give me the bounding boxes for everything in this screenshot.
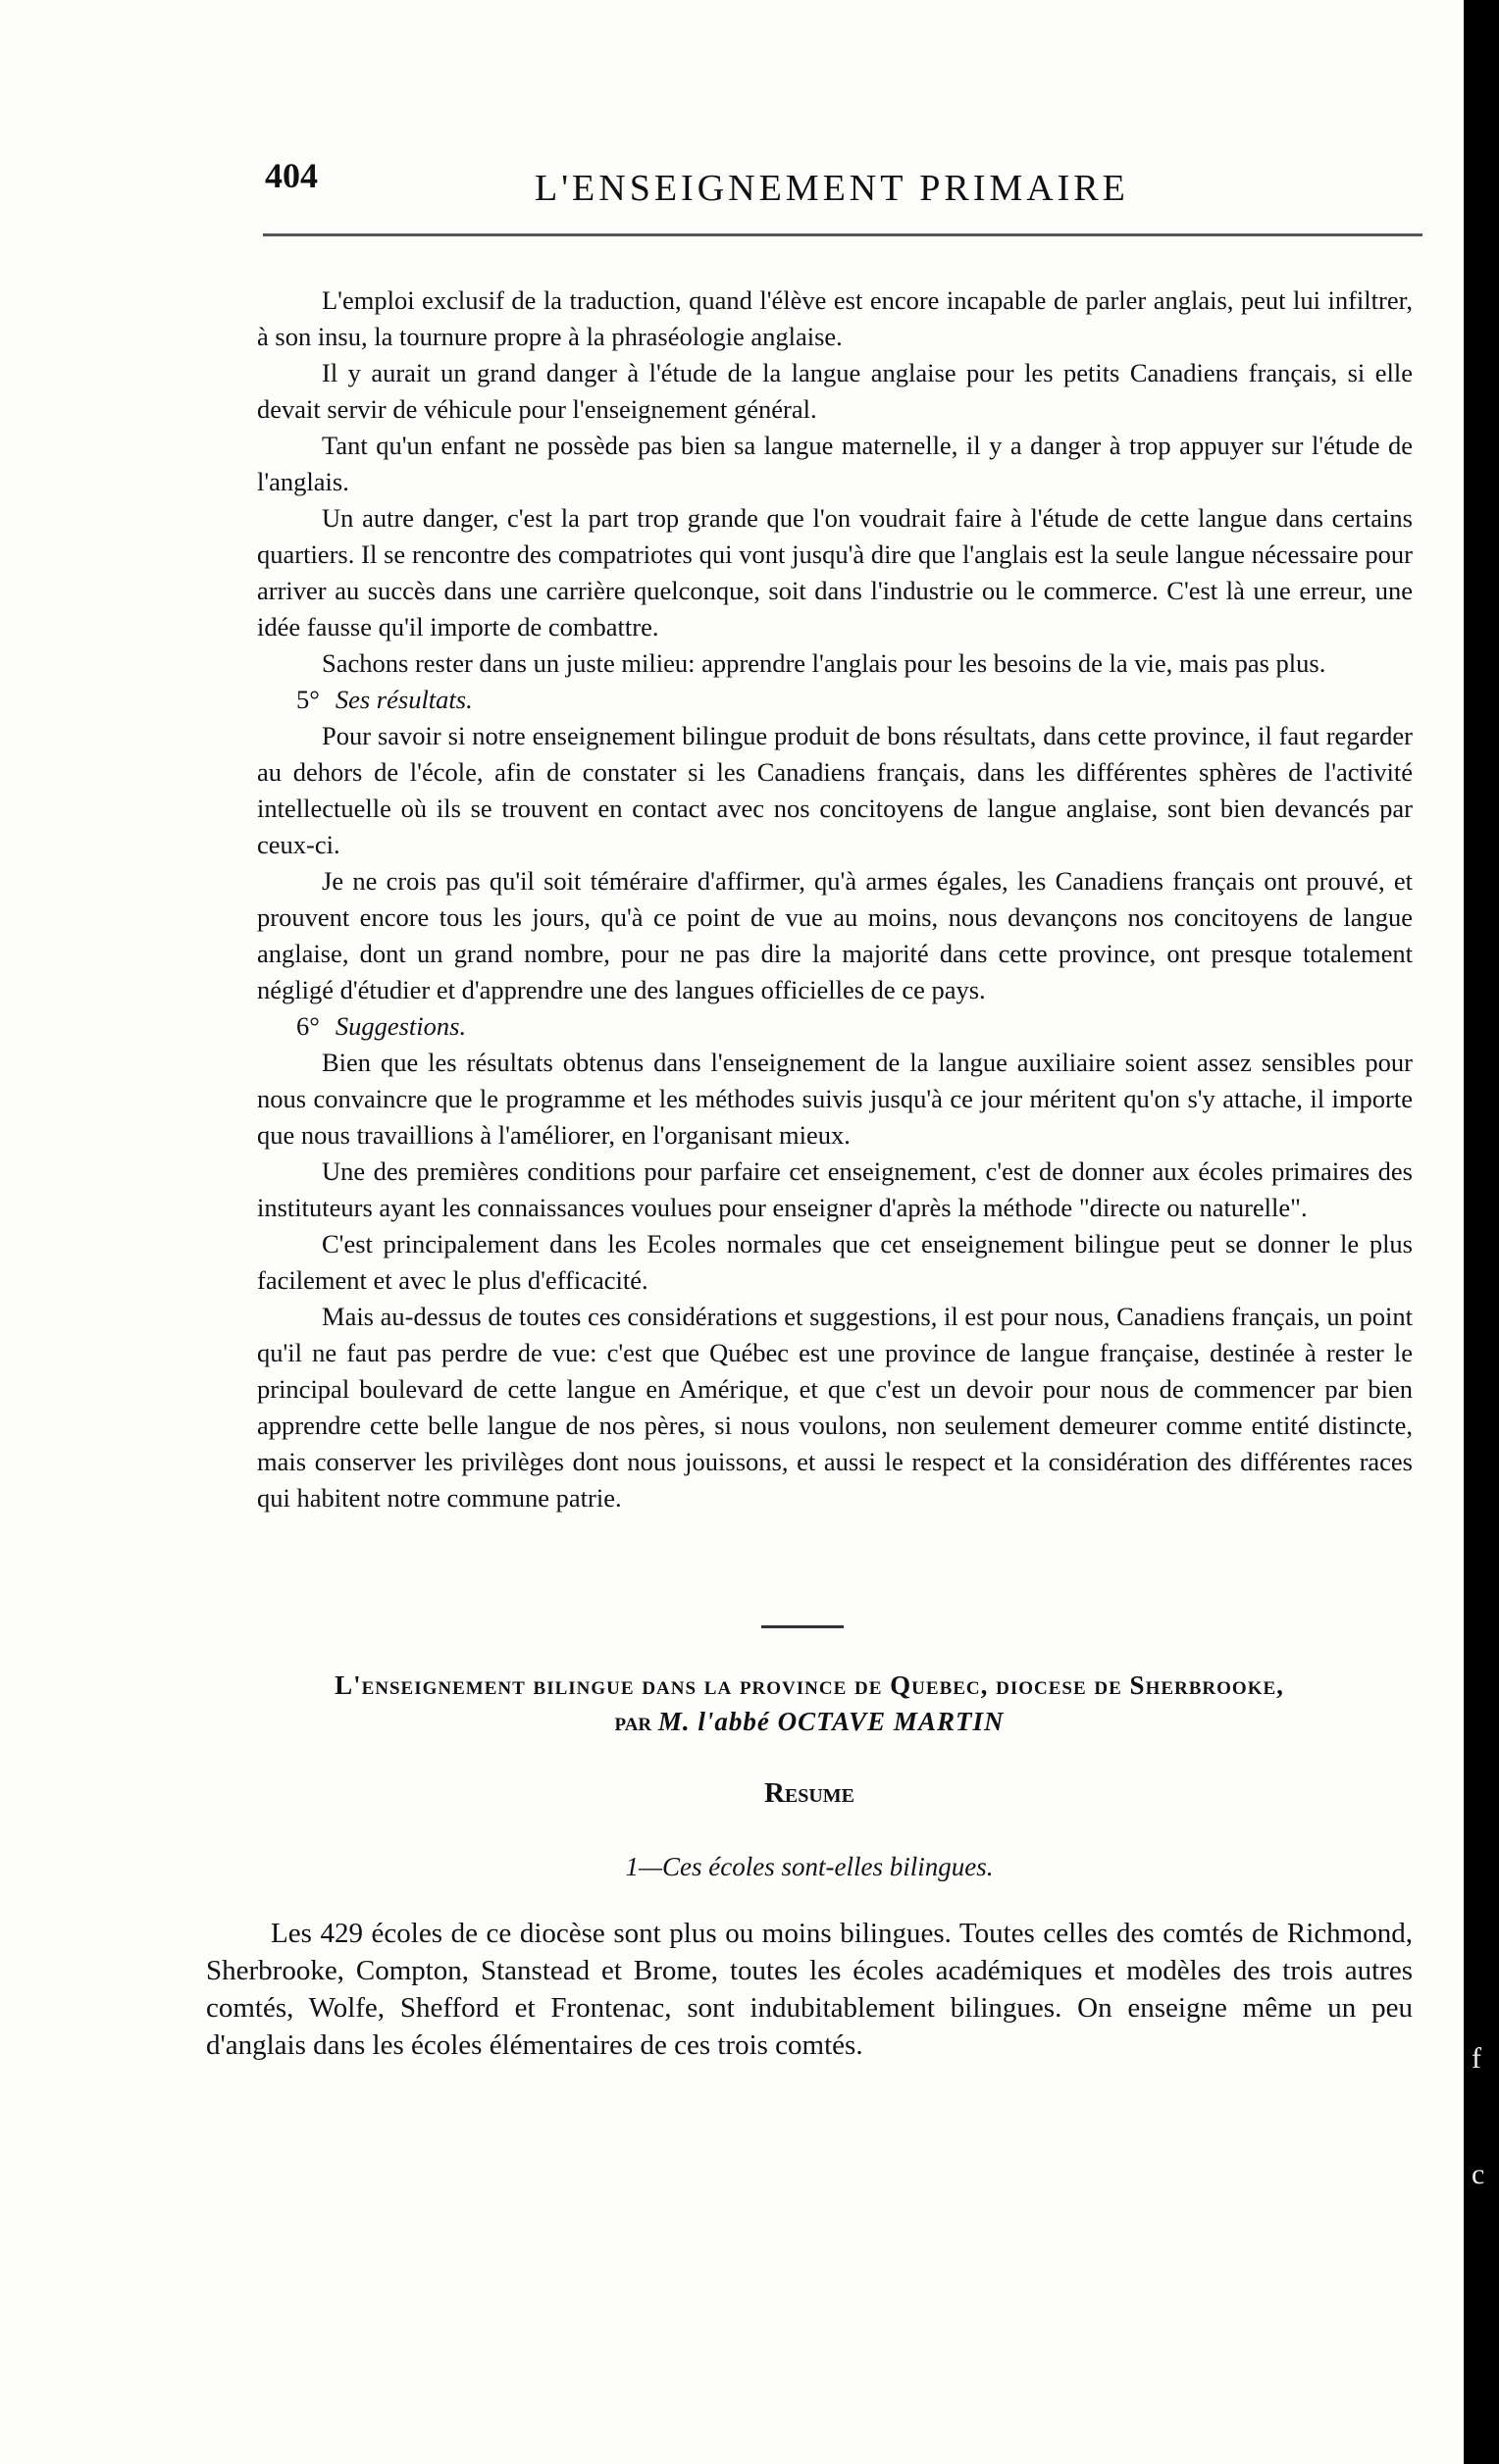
paragraph: Mais au-dessus de toutes ces considérations et suggestions, il est pour nous, Canadiens français, un point qu'il ne faut pas perdre de vue: c'est que Québec est une province de langue française, destinée à rester le principal boulevard de cette langue en Amérique, et que c'est un devoir pour nous de commencer par bien apprendre cette belle langue de nos pères, si nous voulons, non seulement demeurer comme entité distincte, mais conserver les privilèges dont nous jouissons, et aussi le respect et la considération des différentes races qui habitent notre commune patrie. [257, 1302, 1413, 1513]
author-prefix: par [614, 1707, 652, 1736]
article-title: L'enseignement bilingue dans la province de Quebec, diocese de Sherbrooke, [335, 1670, 1284, 1700]
section-heading-5 [257, 682, 1413, 718]
section-divider [761, 1625, 844, 1628]
section-number: 5° [296, 685, 320, 714]
resume-heading: Resume [763, 1777, 855, 1809]
paragraph: L'emploi exclusif de la traduction, quand l'élève est encore incapable de parler anglais, peut lui infiltrer, à son insu, la tournure propre à la phraséologie anglaise. [257, 285, 1413, 351]
header-rule [263, 233, 1422, 236]
paragraph: Tant qu'un enfant ne possède pas bien sa langue maternelle, il y a danger à trop appuyer sur l'étude de l'anglais. [257, 431, 1413, 496]
paragraph: Je ne crois pas qu'il soit téméraire d'affirmer, qu'à armes égales, les Canadiens français ont prouvé, et prouvent encore tous les jours, qu'à ce point de vue au moins, nous devançons nos concitoyens de langue anglaise, dont un grand nombre, pour ne pas dire la majorité dans cette province, ont presque totalement négligé d'étudier et d'apprendre une des langues officielles de ce pays. [257, 866, 1413, 1004]
author-name: M. l'abbé OCTAVE MARTIN [657, 1707, 1005, 1736]
paragraph: Une des premières conditions pour parfaire cet enseignement, c'est de donner aux écoles primaires des instituteurs ayant les connaissances voulues pour enseigner d'après la méthode "directe ou naturelle". [257, 1156, 1413, 1222]
main-text [257, 282, 1413, 1516]
paragraph: C'est principalement dans les Ecoles normales que cet enseignement bilingue peut se donner le plus facilement et avec le plus d'efficacité. [257, 1229, 1413, 1295]
paragraph: Bien que les résultats obtenus dans l'enseignement de la langue auxiliaire soient assez sensibles pour nous convaincre que le programme et les méthodes suivis jusqu'à ce jour méritent qu'on s'y attache, il importe que nous travaillions à l'améliorer, en l'organisant mieux. [257, 1048, 1413, 1150]
paragraph: Un autre danger, c'est la part trop grande que l'on voudrait faire à l'étude de cette langue dans certains quartiers. Il se rencontre des compatriotes qui vont jusqu'à dire que l'anglais est la seule langue nécessaire pour arriver au succès dans une carrière quelconque, soit dans l'industrie ou le commerce. C'est là une erreur, une idée fausse qu'il importe de combattre. [257, 503, 1413, 642]
page-number: 404 [265, 156, 318, 195]
margin-mark: c [1472, 2158, 1485, 2190]
paragraph: Les 429 écoles de ce diocèse sont plus ou moins bilingues. Toutes celles des comtés de Richmond, Sherbrooke, Compton, Stanstead et Brome, toutes les écoles académiques et modèles des trois autres comtés, Wolfe, Shefford et Frontenac, sont indubitablement bilingues. On enseigne même un peu d'anglais dans les écoles élémentaires de ces trois comtés. [206, 1918, 1413, 2061]
margin-mark: f [1472, 2042, 1481, 2075]
section-number: 6° [296, 1011, 320, 1041]
section-title: Ses résultats. [335, 685, 473, 714]
running-head: L'ENSEIGNEMENT PRIMAIRE [535, 168, 1129, 209]
paragraph: Il y aurait un grand danger à l'étude de la langue anglaise pour les petits Canadiens français, si elle devait servir de véhicule pour l'enseignement général. [257, 358, 1413, 424]
paragraph: Sachons rester dans un juste milieu: apprendre l'anglais pour les besoins de la vie, mais pas plus. [322, 648, 1326, 678]
section-title: Suggestions. [335, 1011, 467, 1041]
page-header [0, 155, 1464, 214]
article-subheading: 1—Ces écoles sont-elles bilingues. [625, 1852, 994, 1881]
paragraph: Pour savoir si notre enseignement bilingue produit de bons résultats, dans cette province, il faut regarder au dehors de l'école, afin de constater si les Canadiens français, dans les différentes sphères de l'activité intellectuelle où ils se trouvent en contact avec nos concitoyens de langue anglaise, sont bien devancés par ceux-ci. [257, 721, 1413, 859]
article-section [206, 1668, 1413, 2064]
section-heading-6 [257, 1008, 1413, 1045]
article-author [206, 1704, 1413, 1740]
